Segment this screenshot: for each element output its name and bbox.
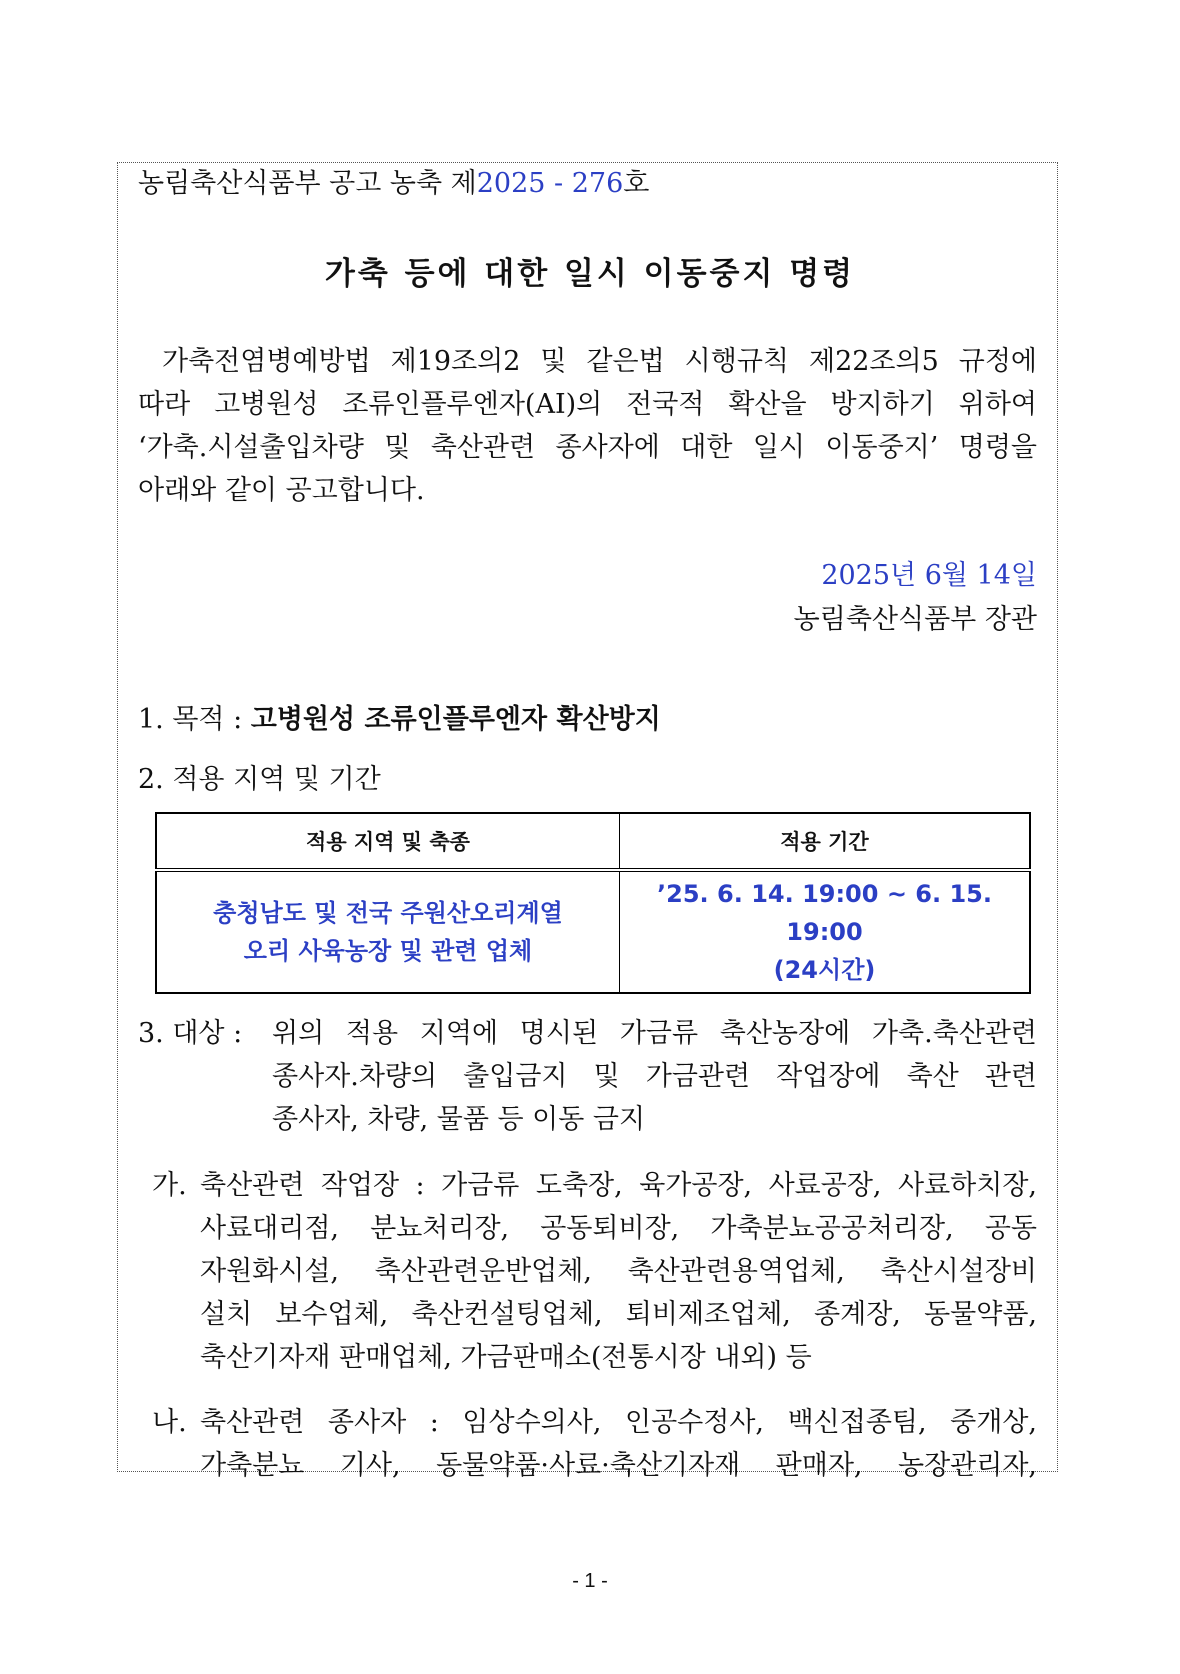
item-na-line-2: 가축분뇨 기사, 동물약품·사료·축산기자재 판매자, 농장관리자,	[200, 1450, 1037, 1481]
notice-date: 2025년 6월 14일	[821, 560, 1037, 591]
item-ga-label: 가.	[152, 1170, 187, 1201]
header-period: 적용 기간	[620, 813, 1031, 870]
region-line-1: 충청남도 및 전국 주원산오리계열	[213, 899, 563, 927]
section-target-label: 3. 대상 :	[138, 1018, 243, 1049]
section-purpose-value: 고병원성 조류인플루엔자 확산방지	[250, 704, 661, 735]
item-ga-line-4: 설치 보수업체, 축산컨설팅업체, 퇴비제조업체, 종계장, 동물약품,	[200, 1299, 1037, 1330]
intro-line-1: 가축전염병예방법 제19조의2 및 같은법 시행규칙 제22조의5 규정에	[162, 346, 1037, 377]
scope-table	[155, 812, 1031, 994]
notice-number: 2025 - 276	[476, 168, 624, 199]
issuer: 농림축산식품부 장관	[793, 604, 1037, 635]
section-purpose	[138, 700, 661, 740]
region-line-2: 오리 사육농장 및 관련 업체	[243, 937, 533, 965]
intro-line-4: 아래와 같이 공고합니다.	[138, 475, 425, 506]
intro-line-3: ‘가축.시설출입차량 및 축산관련 종사자에 대한 일시 이동중지’ 명령을	[138, 432, 1037, 463]
section-scope-label: 2. 적용 지역 및 기간	[138, 764, 381, 795]
item-ga-line-5: 축산기자재 판매업체, 가금판매소(전통시장 내외) 등	[200, 1342, 812, 1373]
table-row	[156, 870, 1030, 993]
period-cell	[620, 870, 1031, 993]
page-number: - 1 -	[572, 1570, 608, 1592]
notice-prefix: 농림축산식품부 공고 농축 제	[138, 168, 477, 199]
section-target-line-2: 종사자.차량의 출입금지 및 가금관련 작업장에 축산 관련	[272, 1061, 1037, 1092]
period-line-1: ’25. 6. 14. 19:00 ~ 6. 15. 19:00	[657, 880, 992, 946]
item-ga-line-2: 사료대리점, 분뇨처리장, 공동퇴비장, 가축분뇨공공처리장, 공동	[200, 1213, 1037, 1244]
notice-suffix: 호	[623, 168, 650, 199]
period-line-2: (24시간)	[773, 956, 876, 984]
section-target-line-3: 종사자, 차량, 물품 등 이동 금지	[272, 1104, 646, 1135]
intro-line-2: 따라 고병원성 조류인플루엔자(AI)의 전국적 확산을 방지하기 위하여	[138, 389, 1037, 420]
notice-number-line	[138, 164, 649, 204]
item-ga-line-3: 자원화시설, 축산관련운반업체, 축산관련용역업체, 축산시설장비	[200, 1256, 1037, 1287]
section-purpose-label: 1. 목적 :	[138, 704, 243, 735]
document-title: 가축 등에 대한 일시 이동중지 명령	[324, 256, 856, 292]
section-target-line-1: 위의 적용 지역에 명시된 가금류 축산농장에 가축.축산관련	[272, 1018, 1037, 1049]
item-na-line-1: 축산관련 종사자 : 임상수의사, 인공수정사, 백신접종팀, 중개상,	[200, 1407, 1037, 1438]
item-na-label: 나.	[152, 1407, 187, 1438]
region-cell	[156, 870, 620, 993]
item-ga-line-1: 축산관련 작업장 : 가금류 도축장, 육가공장, 사료공장, 사료하치장,	[200, 1170, 1037, 1201]
header-region: 적용 지역 및 축종	[156, 813, 620, 870]
table-header-row	[156, 813, 1030, 870]
